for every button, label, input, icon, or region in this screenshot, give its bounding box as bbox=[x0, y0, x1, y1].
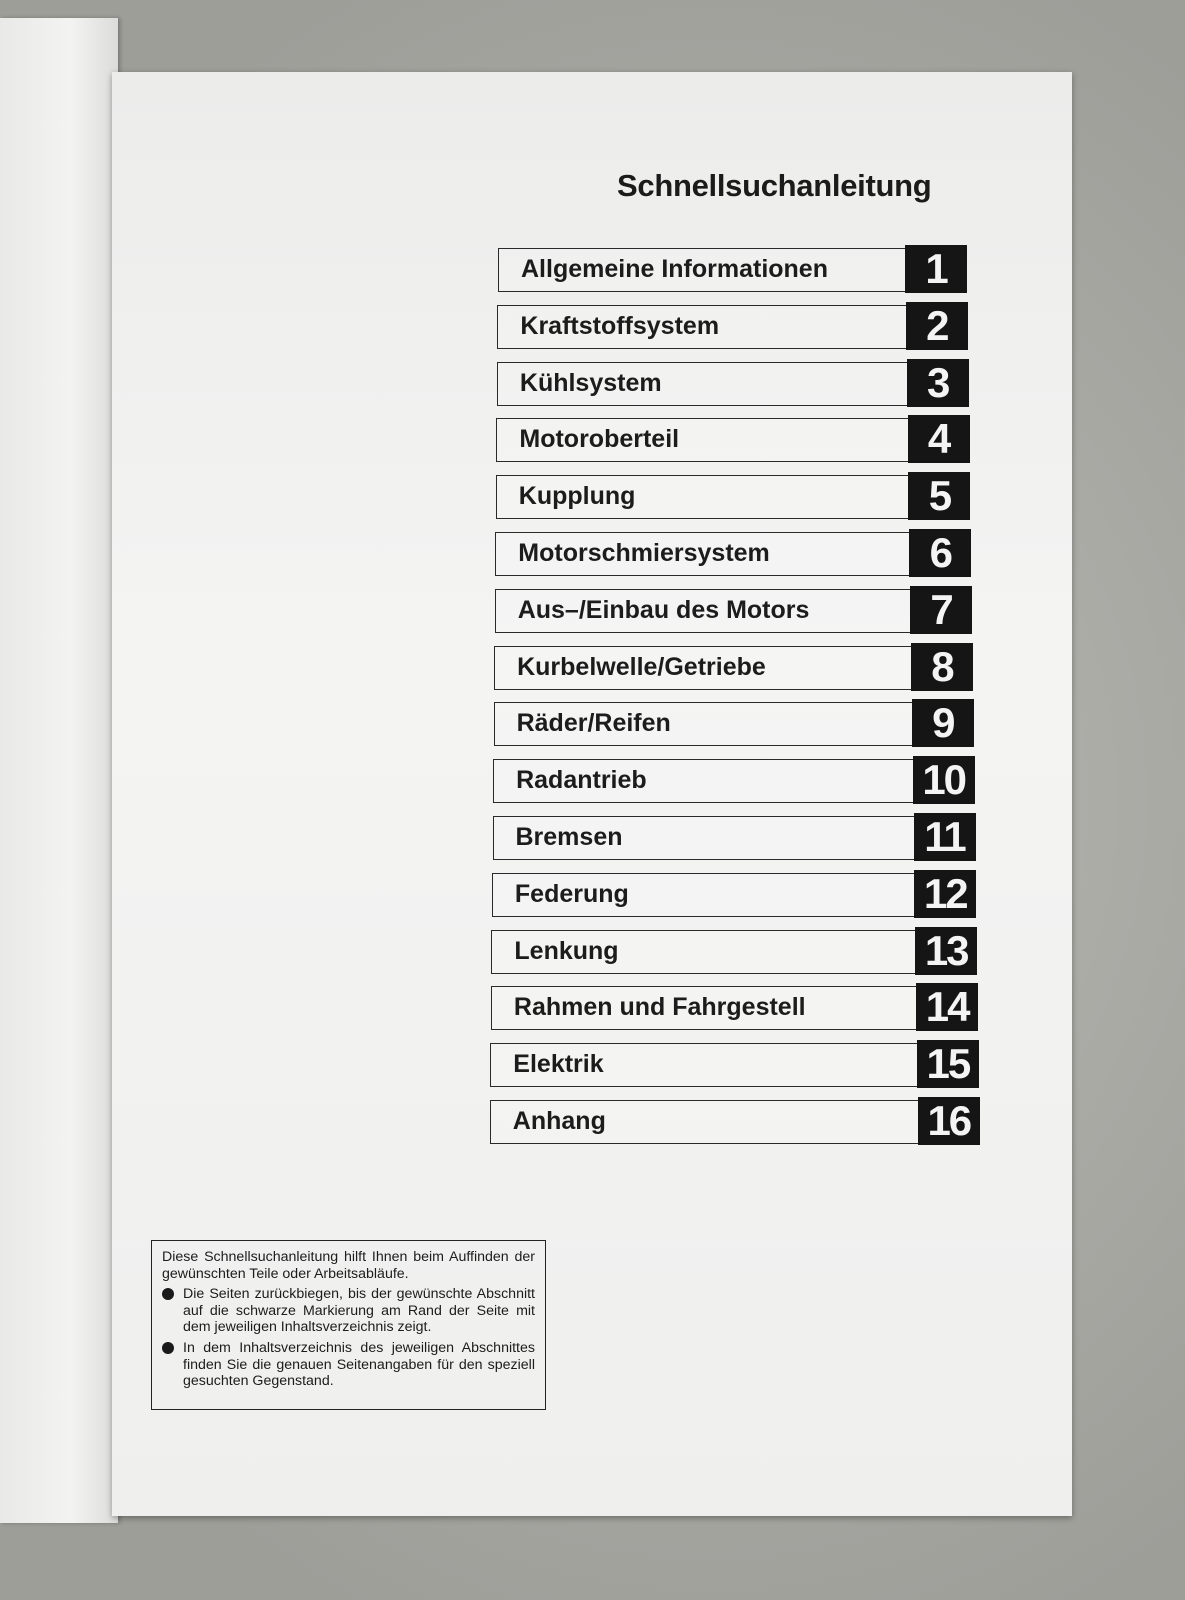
section-row[interactable] bbox=[492, 869, 975, 917]
section-number-tab: 7 bbox=[910, 586, 972, 634]
section-number-tab: 10 bbox=[913, 756, 975, 804]
section-number-tab: 2 bbox=[906, 302, 968, 350]
section-number-tab: 15 bbox=[917, 1040, 979, 1088]
section-row[interactable] bbox=[497, 301, 966, 349]
section-label: Räder/Reifen bbox=[516, 709, 671, 738]
left-page-edge bbox=[0, 18, 118, 1523]
section-row[interactable] bbox=[493, 756, 974, 804]
section-number-tab: 3 bbox=[907, 359, 969, 407]
section-row[interactable] bbox=[498, 245, 966, 292]
notes-bullet-text: Die Seiten zurückbiegen, bis der gewünschte Abschnitt auf die schwarze Markierung am Rand der Seite mit dem jeweiligen Inhaltsverzeichnis zeigt. bbox=[183, 1286, 535, 1336]
section-number-tab: 4 bbox=[908, 415, 970, 463]
section-row[interactable] bbox=[491, 983, 977, 1031]
section-label: Kraftstoffsystem bbox=[520, 311, 720, 340]
section-label: Lenkung bbox=[514, 936, 619, 965]
notes-bullet bbox=[162, 1340, 535, 1390]
section-row[interactable] bbox=[491, 926, 976, 974]
bullet-icon bbox=[162, 1288, 174, 1300]
section-label: Allgemeine Informationen bbox=[521, 255, 828, 283]
section-label: Kurbelwelle/Getriebe bbox=[517, 652, 766, 681]
section-row[interactable] bbox=[495, 529, 970, 576]
section-number-tab: 13 bbox=[915, 927, 977, 975]
notes-intro: Diese Schnellsuchanleitung hilft Ihnen beim Auffinden der gewünschten Teile oder Arbeitsabläufe. bbox=[162, 1249, 535, 1282]
bullet-icon bbox=[162, 1342, 174, 1354]
section-row[interactable] bbox=[497, 358, 968, 406]
section-label: Elektrik bbox=[513, 1050, 604, 1079]
section-number-tab: 14 bbox=[916, 983, 978, 1031]
section-label: Bremsen bbox=[515, 823, 623, 851]
section-number-tab: 12 bbox=[914, 870, 976, 918]
section-label: Kupplung bbox=[518, 482, 636, 511]
section-number-tab: 5 bbox=[908, 472, 970, 520]
section-row[interactable] bbox=[493, 813, 975, 860]
section-label: Rahmen und Fahrgestell bbox=[513, 993, 806, 1022]
section-row[interactable] bbox=[496, 472, 970, 520]
section-number-tab: 16 bbox=[918, 1097, 980, 1145]
section-row[interactable] bbox=[490, 1040, 978, 1088]
section-label: Motoroberteil bbox=[519, 425, 680, 454]
section-number-tab: 9 bbox=[912, 699, 974, 747]
usage-notes-box bbox=[151, 1240, 546, 1410]
section-label: Anhang bbox=[512, 1107, 606, 1135]
section-label: Kühlsystem bbox=[519, 368, 662, 397]
section-number-tab: 6 bbox=[909, 529, 971, 577]
section-row[interactable] bbox=[496, 415, 968, 463]
section-label: Federung bbox=[514, 879, 629, 908]
manual-page bbox=[112, 72, 1072, 1516]
section-label: Motorschmiersystem bbox=[518, 539, 770, 567]
section-number-tab: 8 bbox=[911, 643, 973, 691]
section-row[interactable] bbox=[494, 642, 972, 690]
section-row[interactable] bbox=[494, 699, 973, 747]
section-number-tab: 1 bbox=[905, 245, 967, 293]
section-label: Aus–/Einbau des Motors bbox=[517, 595, 810, 624]
section-label: Radantrieb bbox=[516, 766, 647, 795]
page-title: Schnellsuchanleitung bbox=[617, 168, 932, 203]
notes-bullet bbox=[162, 1286, 535, 1336]
section-row[interactable] bbox=[490, 1097, 979, 1144]
section-row[interactable] bbox=[495, 585, 971, 633]
notes-bullet-text: In dem Inhaltsverzeichnis des jeweiligen Abschnittes finden Sie die genauen Seitenangaben für den speziell gesuchten Gegenstand. bbox=[183, 1339, 535, 1390]
section-number-tab: 11 bbox=[914, 813, 976, 861]
